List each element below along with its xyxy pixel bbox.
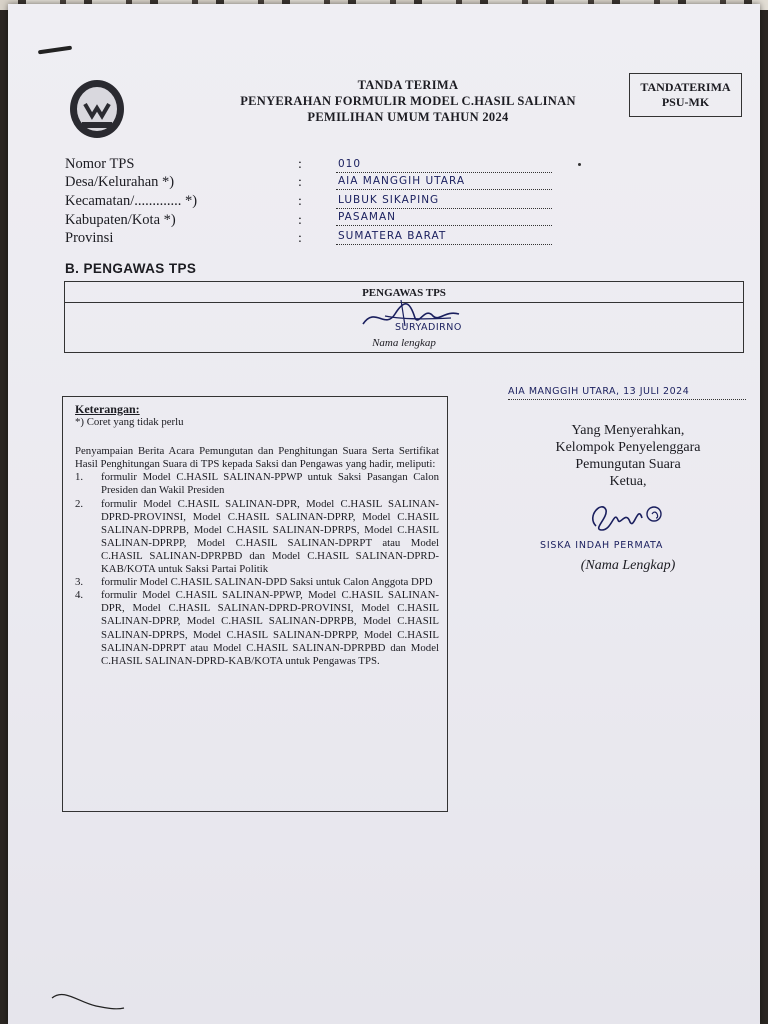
field-value-kabupaten: PASAMAN <box>336 211 552 226</box>
ketua-name: SISKA INDAH PERMATA <box>540 540 664 551</box>
field-value-kecamatan: LUBUK SIKAPING <box>336 194 552 209</box>
field-label-kecamatan: Kecamatan/............. *) <box>65 193 198 209</box>
list-item-number: 1. <box>75 471 84 484</box>
document-title <box>188 77 628 125</box>
pen-scratch-mark <box>38 46 72 55</box>
pengawas-name-caption: Nama lengkap <box>372 337 436 349</box>
field-value-desa: AIA MANGGIH UTARA <box>336 175 552 190</box>
list-item-text: formulir Model C.HASIL SALINAN-DPD Saksi untuk Calon Anggota DPD <box>101 576 433 589</box>
pengawas-signature-box <box>64 281 744 353</box>
field-label-provinsi: Provinsi <box>65 230 114 246</box>
list-item-text: formulir Model C.HASIL SALINAN-PPWP, Model C.HASIL SALINAN-DPR, Model C.HASIL SALINAN-DPRD-PROVINSI, Model C.HASIL SALINAN-DPRP, Model C.HASIL SALINAN-DPRPB, Model C.HASIL SALINAN-DPRPS, Model C.HASIL SALINAN-DPRPP, Model C.HASIL SALINAN-DPRPT atau Model C.HASIL SALINAN-DPRPBD dan Model C.HASIL SALINAN-DPRD-KAB/KOTA untuk Pengawas TPS. <box>101 589 439 667</box>
signoff-line-1: Yang Menyerahkan, <box>571 423 685 438</box>
form-code-tag <box>629 73 742 117</box>
field-label-nomor-tps: Nomor TPS <box>65 156 135 172</box>
title-line-1: TANDA TERIMA <box>357 78 459 92</box>
field-colon: : <box>298 231 302 246</box>
field-label-desa: Desa/Kelurahan *) <box>65 174 175 190</box>
keterangan-box <box>62 396 448 812</box>
title-line-2: PENYERAHAN FORMULIR MODEL C.HASIL SALINAN <box>240 94 576 108</box>
field-value-provinsi: SUMATERA BARAT <box>336 230 552 245</box>
field-colon: : <box>298 194 302 209</box>
title-line-3: PEMILIHAN UMUM TAHUN 2024 <box>307 110 509 124</box>
signoff-block <box>508 422 748 490</box>
signoff-line-4: Ketua, <box>609 474 647 489</box>
list-item <box>75 576 439 589</box>
ink-dot <box>578 163 581 166</box>
list-item-number: 4. <box>75 589 84 602</box>
pengawas-name: SURYADIRNO <box>395 322 462 333</box>
tag-line-2: PSU-MK <box>661 95 710 109</box>
place-and-date: AIA MANGGIH UTARA, 13 JULI 2024 <box>508 386 746 400</box>
list-item-number: 3. <box>75 576 84 589</box>
list-item <box>75 498 439 577</box>
list-item-text: formulir Model C.HASIL SALINAN-DPR, Model C.HASIL SALINAN-DPRD-PROVINSI, Model C.HASIL SALINAN-DPRP, Model C.HASIL SALINAN-DPRPB, Model C.HASIL SALINAN-DPRPS, Model C.HASIL SALINAN-DPRPP, Model C.HASIL SALINAN-DPRPT atau Model C.HASIL SALINAN-DPRPBD dan Model C.HASIL SALINAN-DPRD-KAB/KOTA untuk Saksi Partai Politik <box>101 497 439 576</box>
signoff-line-3: Pemungutan Suara <box>575 457 681 472</box>
field-colon: : <box>298 157 302 172</box>
field-label-kabupaten: Kabupaten/Kota *) <box>65 212 176 228</box>
keterangan-title: Keterangan: <box>75 402 140 416</box>
list-item-text: formulir Model C.HASIL SALINAN-PPWP untuk Saksi Pasangan Calon Presiden dan Wakil Presiden <box>101 471 439 497</box>
kpu-logo <box>68 78 126 140</box>
ketua-name-caption: (Nama Lengkap) <box>580 558 676 573</box>
pen-scribble <box>48 984 128 1014</box>
keterangan-list <box>75 471 439 667</box>
document-page <box>8 4 760 1024</box>
tag-line-1: TANDATERIMA <box>640 80 731 94</box>
keterangan-intro: Penyampaian Berita Acara Pemungutan dan Penghitungan Suara Serta Sertifikat Hasil Penghitungan Suara di TPS kepada Saksi dan Pengawas yang hadir, meliputi: <box>75 445 439 471</box>
signoff-line-2: Kelompok Penyelenggara <box>555 440 701 455</box>
field-colon: : <box>298 175 302 190</box>
pengawas-heading: PENGAWAS TPS <box>65 282 743 303</box>
field-value-nomor-tps: 010 <box>336 158 552 173</box>
section-b-heading: B. PENGAWAS TPS <box>65 261 197 276</box>
list-item <box>75 589 439 668</box>
list-item-number: 2. <box>75 497 84 510</box>
keterangan-note: *) Coret yang tidak perlu <box>75 416 184 429</box>
list-item <box>75 471 439 497</box>
field-colon: : <box>298 213 302 228</box>
ketua-signature <box>582 496 672 536</box>
